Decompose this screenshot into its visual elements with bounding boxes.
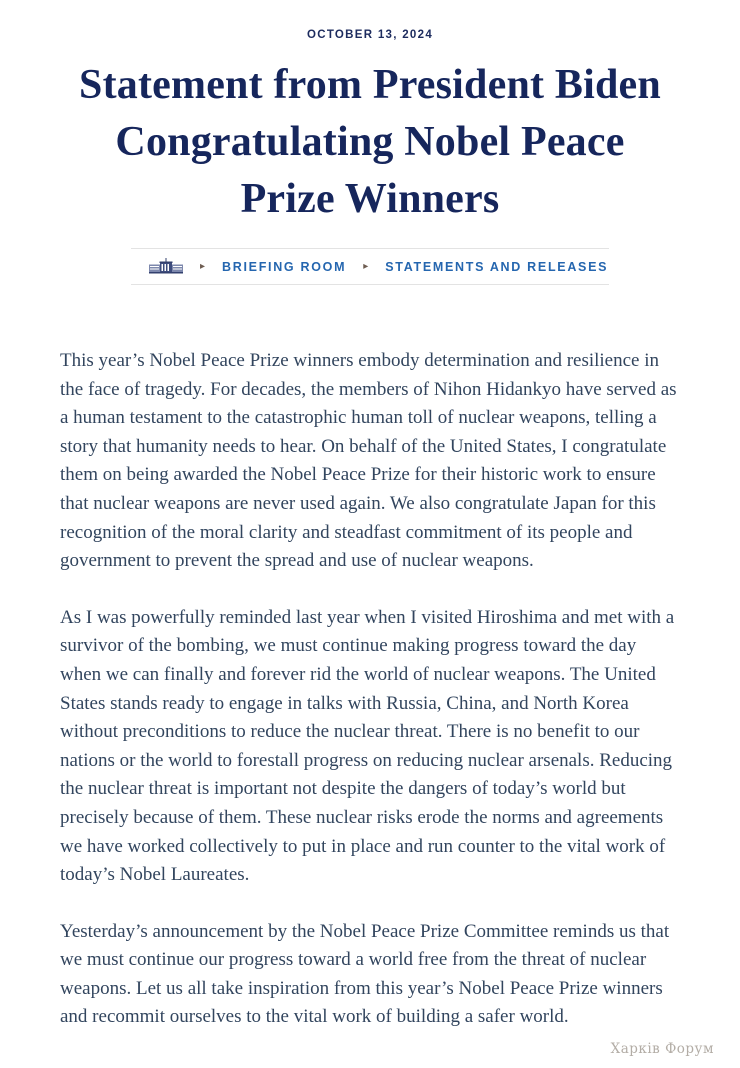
caret-right-icon: ▸ [363,260,369,272]
watermark: Харків Форум [610,1041,714,1057]
breadcrumb [131,248,609,285]
page-title-line-2: Congratulating Nobel Peace [115,119,625,165]
whitehouse-icon[interactable] [149,258,183,275]
breadcrumb-link-briefing-room[interactable]: BRIEFING ROOM [222,259,347,274]
article-paragraph-3: Yesterday’s announcement by the Nobel Peace Prize Committee reminds us that we must continue our progress toward a world free from the threat of nuclear weapons. Let us all take inspiration from this year’s Nobel Peace Prize winners and recommit ourselves to the vital work of building a safer world. [60,920,670,1028]
page-title [20,57,720,228]
page-title-line-3: Prize Winners [240,176,500,222]
caret-right-icon: ▸ [200,260,206,272]
article-body [60,347,680,1032]
article-paragraph-2: As I was powerfully reminded last year when I visited Hiroshima and met with a survivor of the bombing, we must continue making progress toward the day when we can finally and forever rid the world of nuclear weapons. The United States stands ready to engage in talks with Russia, China, and North Korea without preconditions to reduce the nuclear threat. There is no benefit to our nations or the world to forestall progress on reducing nuclear arsenals. Reducing the nuclear threat is important not despite the dangers of today’s world but precisely because of them. These nuclear risks erode the norms and agreements we have worked collectively to put in place and run counter to the vital work of today’s Nobel Laureates. [60,606,675,886]
article-date: OCTOBER 13, 2024 [306,29,434,41]
article-paragraph-1: This year’s Nobel Peace Prize winners embody determination and resilience in the face of tragedy. For decades, the members of Nihon Hidankyo have served as a human testament to the catastrophic human toll of nuclear weapons, telling a story that humanity needs to hear. On behalf of the United States, I congratulate them on being awarded the Nobel Peace Prize for their historic work to ensure that nuclear weapons are never used again. We also congratulate Japan for this recognition of the moral clarity and steadfast commitment of its people and government to prevent the spread and use of nuclear weapons. [60,350,677,572]
page-title-line-1: Statement from President Biden [79,62,661,108]
breadcrumb-link-statements-and-releases[interactable]: STATEMENTS AND RELEASES [385,259,609,274]
